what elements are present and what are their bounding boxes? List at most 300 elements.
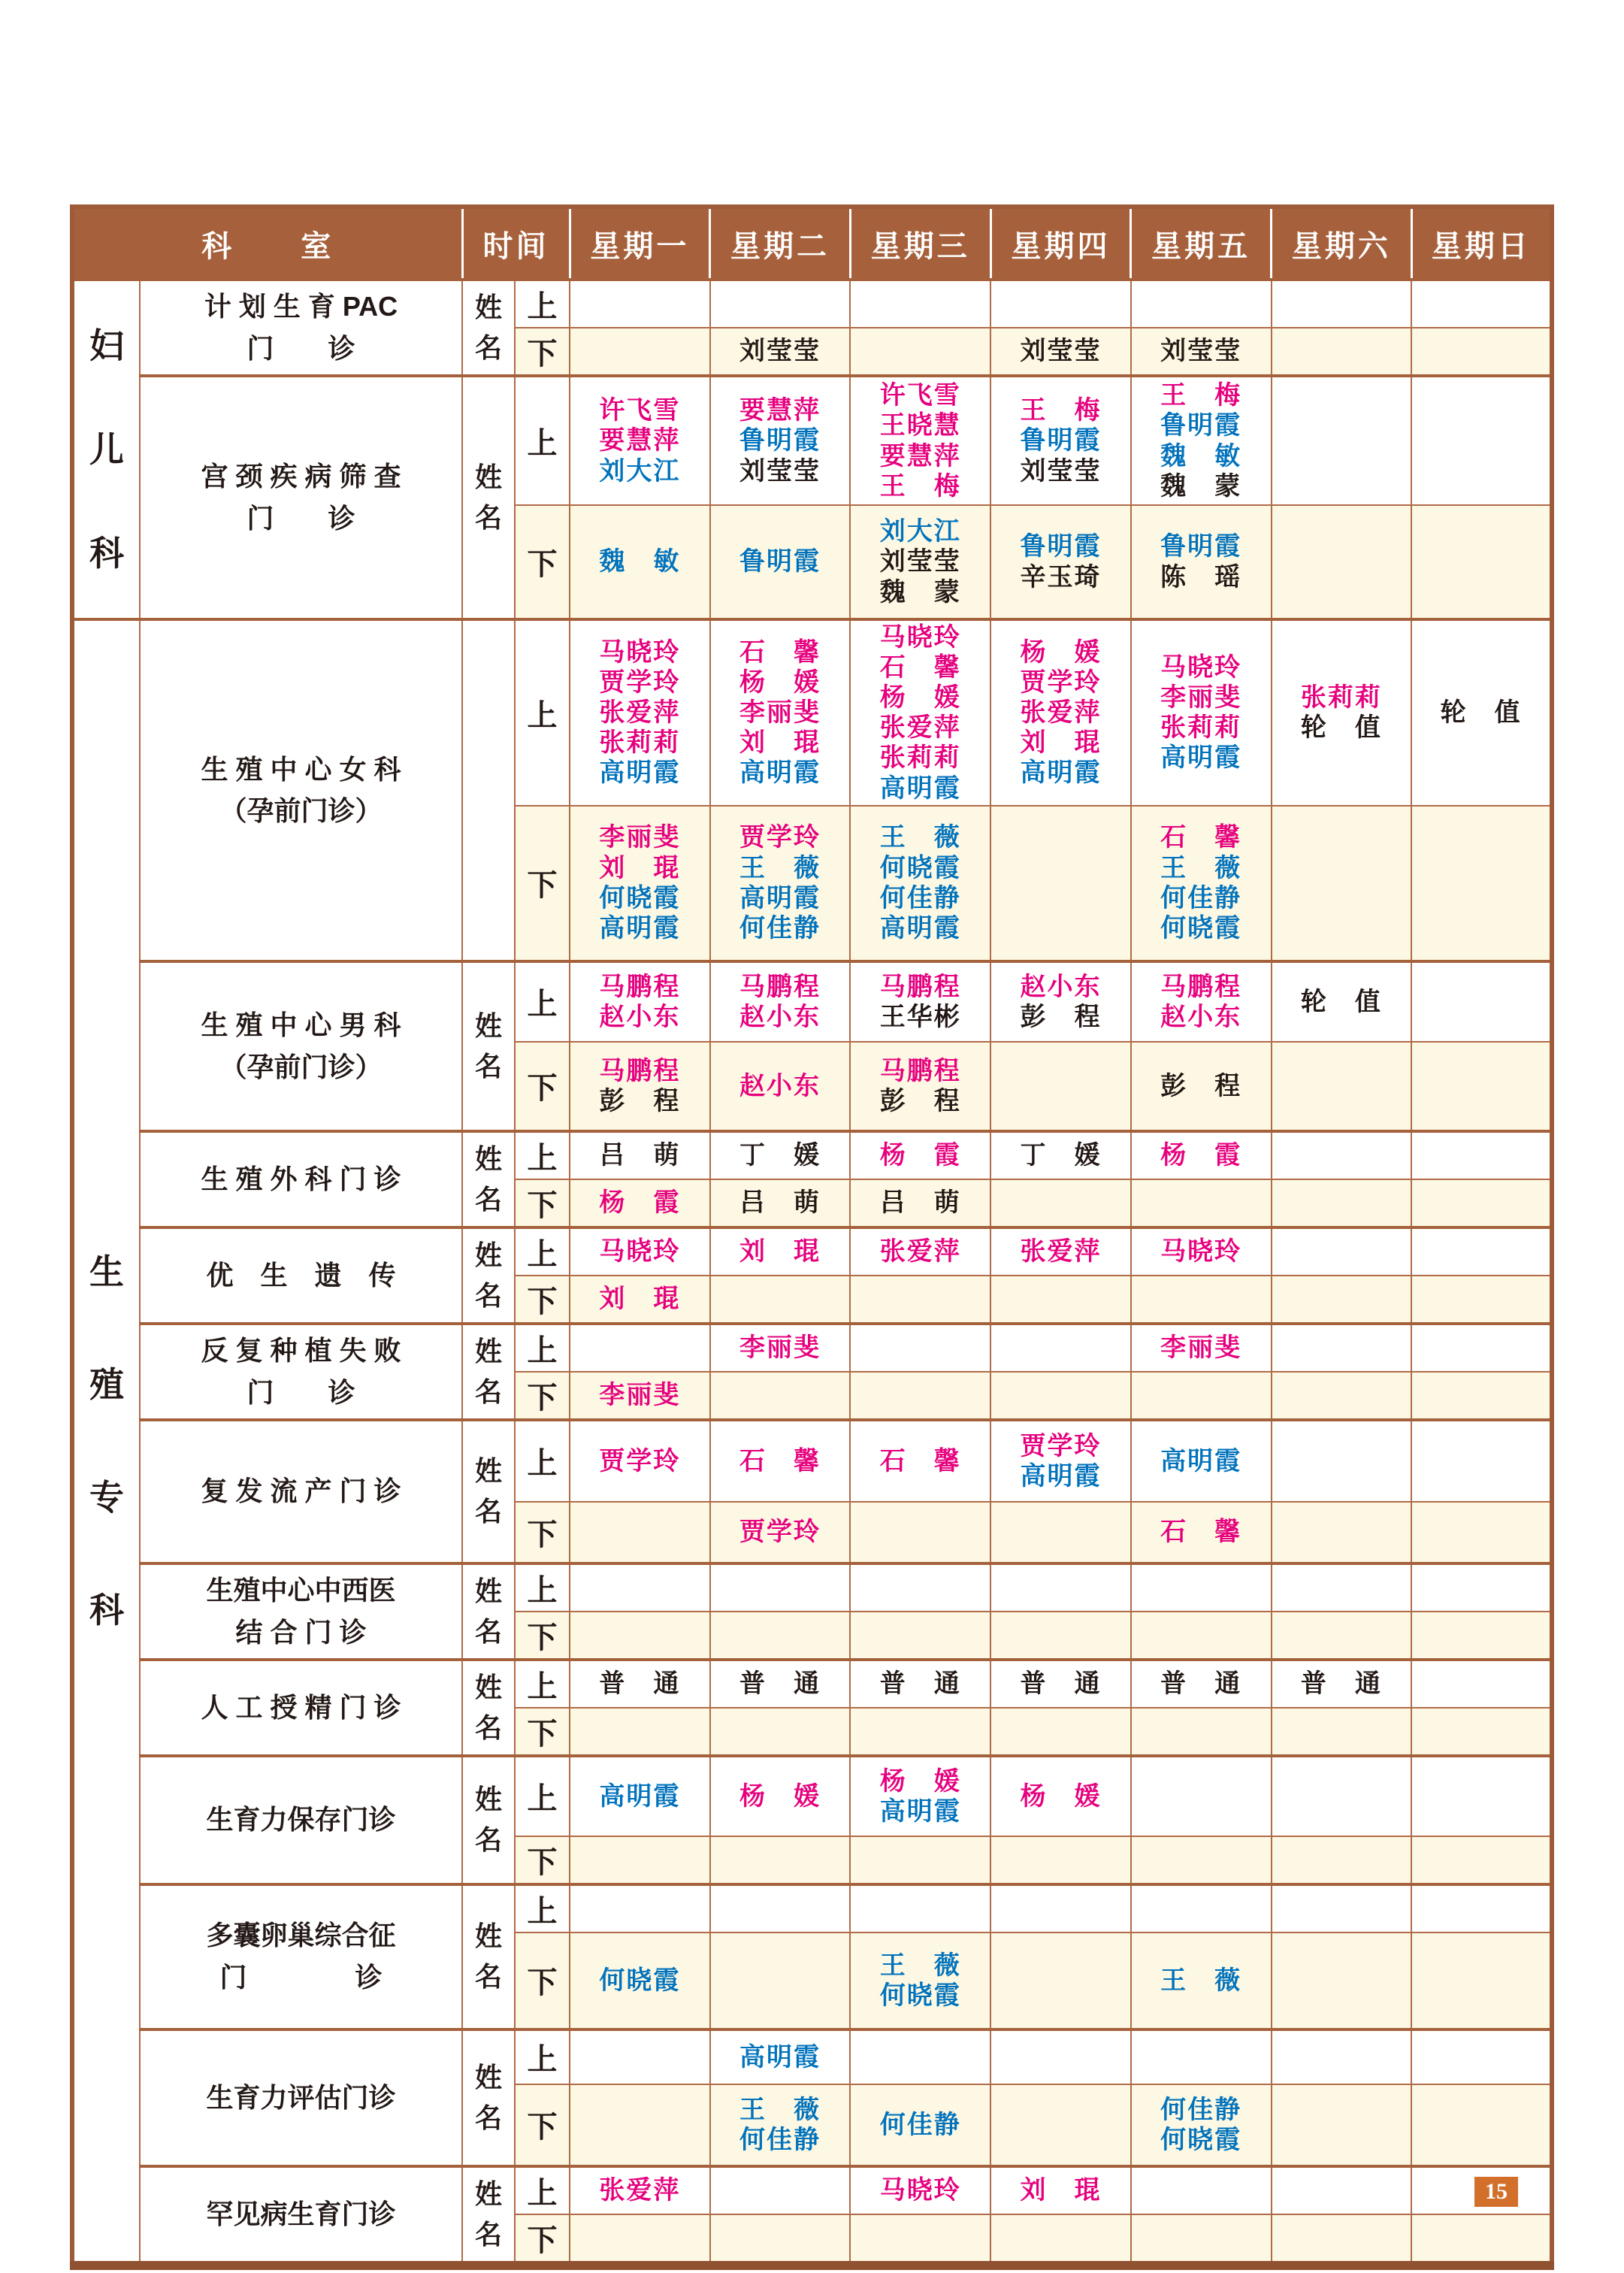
row-3-shang xyxy=(72,619,1552,806)
cell-r5-xia-day3 xyxy=(850,1179,990,1227)
header-dept: 科 室 xyxy=(72,207,462,280)
doctor-name: 魏 敏 xyxy=(599,547,681,577)
doctor-name: 马晓玲 xyxy=(1160,1237,1242,1267)
cell-r12-xia-day4 xyxy=(990,1933,1131,2029)
doctor-name: 何晓霞 xyxy=(879,853,961,882)
cell-r3-xia-day4 xyxy=(990,806,1131,961)
shift-label-xia: 下 xyxy=(515,505,570,619)
cell-r3-xia-day7 xyxy=(1411,806,1552,961)
cell-r6-xia-day3 xyxy=(850,1276,990,1324)
cell-r12-shang-day5 xyxy=(1131,1884,1272,1933)
shift-label-xia: 下 xyxy=(515,1502,570,1563)
cell-r1-shang-day5 xyxy=(1131,280,1272,328)
row-10-shang xyxy=(72,1660,1552,1708)
page-number: 15 xyxy=(1485,2179,1508,2204)
doctor-name: 王 薇 xyxy=(739,853,821,882)
cell-r10-shang-day4 xyxy=(990,1660,1131,1708)
shift-label-xia: 下 xyxy=(515,1179,570,1227)
dept-name-line: 门 诊 xyxy=(246,1376,355,1408)
dept-name-line: 门 诊 xyxy=(246,503,355,534)
doctor-name: 彭 程 xyxy=(1020,1002,1102,1031)
cell-r8-xia-day1 xyxy=(570,1502,710,1563)
cell-r10-xia-day2 xyxy=(710,1708,851,1756)
cell-r9-xia-day1 xyxy=(570,1612,710,1660)
row-2-shang xyxy=(72,376,1552,505)
group-cell-0 xyxy=(72,280,140,619)
cell-r4-shang-day6 xyxy=(1272,961,1412,1042)
doctor-name: 马鹏程 xyxy=(879,972,961,1001)
cell-r13-xia-day4 xyxy=(990,2084,1131,2166)
cell-r6-shang-day2 xyxy=(710,1227,851,1276)
shift-label-xia: 下 xyxy=(515,1042,570,1131)
cell-r4-xia-day1 xyxy=(570,1042,710,1131)
cell-r12-shang-day6 xyxy=(1272,1884,1412,1933)
doctor-name: 要慧萍 xyxy=(599,426,681,456)
cell-r11-shang-day5 xyxy=(1131,1756,1272,1836)
cell-r14-shang-day3 xyxy=(850,2166,990,2214)
name-label-cell xyxy=(462,376,515,619)
doctor-name: 何晓霞 xyxy=(599,1966,681,1995)
cell-r8-shang-day5 xyxy=(1131,1420,1272,1502)
cell-r9-shang-day7 xyxy=(1411,1563,1552,1612)
cell-r11-shang-day6 xyxy=(1272,1756,1412,1836)
dept-name-line: 生 殖 中 心 女 科 xyxy=(201,753,401,785)
cell-r2-xia-day7 xyxy=(1411,505,1552,619)
name-label-char: 名 xyxy=(474,1376,502,1407)
name-label-cell xyxy=(462,2029,515,2166)
cell-r11-xia-day4 xyxy=(990,1836,1131,1884)
name-label-char: 名 xyxy=(474,332,502,363)
cell-r3-shang-day6 xyxy=(1272,619,1412,806)
cell-r7-xia-day4 xyxy=(990,1372,1131,1420)
cell-r8-shang-day3 xyxy=(850,1420,990,1502)
doctor-name: 马晓玲 xyxy=(599,638,681,667)
name-label-char: 名 xyxy=(474,1824,502,1856)
doctor-name: 杨 媛 xyxy=(1020,638,1102,667)
page-number-badge xyxy=(1474,2177,1518,2207)
cell-r14-xia-day5 xyxy=(1131,2214,1272,2265)
cell-r14-shang-day4 xyxy=(990,2166,1131,2214)
shift-label-shang: 上 xyxy=(515,2029,570,2084)
cell-r4-xia-day6 xyxy=(1272,1042,1412,1131)
doctor-name: 高明霞 xyxy=(879,913,961,943)
cell-r13-shang-day7 xyxy=(1411,2029,1552,2084)
shift-label-shang: 上 xyxy=(515,619,570,806)
doctor-name: 何佳静 xyxy=(879,2110,961,2139)
cell-r5-xia-day7 xyxy=(1411,1179,1552,1227)
name-label-char: 姓 xyxy=(474,1784,502,1815)
cell-r4-shang-day3 xyxy=(850,961,990,1042)
doctor-name: 王 薇 xyxy=(1160,853,1242,882)
row-14-shang xyxy=(72,2166,1552,2214)
doctor-name: 马鹏程 xyxy=(739,972,821,1001)
doctor-name: 要慧萍 xyxy=(879,441,961,471)
cell-r5-shang-day4 xyxy=(990,1131,1131,1179)
cell-r3-shang-day4 xyxy=(990,619,1131,806)
cell-r1-xia-day4 xyxy=(990,328,1131,376)
name-label-char: 名 xyxy=(474,2102,502,2133)
cell-r9-xia-day5 xyxy=(1131,1612,1272,1660)
cell-r9-shang-day2 xyxy=(710,1563,851,1612)
doctor-name: 马晓玲 xyxy=(879,623,961,652)
name-label-char: 名 xyxy=(474,1961,502,1993)
name-label-cell xyxy=(462,1884,515,2029)
name-label-char: 名 xyxy=(474,1050,502,1082)
cell-r13-xia-day6 xyxy=(1272,2084,1412,2166)
doctor-name: 杨 媛 xyxy=(879,683,961,713)
cell-r8-shang-day7 xyxy=(1411,1420,1552,1502)
shift-label-shang: 上 xyxy=(515,1131,570,1179)
cell-r3-xia-day1 xyxy=(570,806,710,961)
cell-r5-shang-day5 xyxy=(1131,1131,1272,1179)
doctor-name: 鲁明霞 xyxy=(1020,532,1102,561)
cell-r6-xia-day2 xyxy=(710,1276,851,1324)
cell-r6-shang-day7 xyxy=(1411,1227,1552,1276)
cell-r14-xia-day3 xyxy=(850,2214,990,2265)
name-label-char: 名 xyxy=(474,1615,502,1647)
doctor-name: 魏 敏 xyxy=(1160,441,1242,471)
header-row xyxy=(72,207,1552,280)
doctor-name: 彭 程 xyxy=(599,1086,681,1115)
doctor-name: 张莉莉 xyxy=(599,728,681,758)
shift-label-shang: 上 xyxy=(515,1227,570,1276)
doctor-name: 丁 媛 xyxy=(739,1141,821,1170)
doctor-name: 杨 媛 xyxy=(739,1781,821,1811)
doctor-name: 杨 媛 xyxy=(739,668,821,698)
cell-r4-xia-day2 xyxy=(710,1042,851,1131)
doctor-name: 高明霞 xyxy=(879,773,961,803)
dept-name-line: 结 合 门 诊 xyxy=(235,1616,367,1648)
cell-r1-shang-day3 xyxy=(850,280,990,328)
dept-name-line: 生 殖 外 科 门 诊 xyxy=(201,1163,401,1194)
cell-r13-shang-day1 xyxy=(570,2029,710,2084)
cell-r10-xia-day3 xyxy=(850,1708,990,1756)
doctor-name: 鲁明霞 xyxy=(739,426,821,456)
row-13-shang xyxy=(72,2029,1552,2084)
doctor-name: 刘莹莹 xyxy=(1160,337,1242,366)
doctor-name: 马晓玲 xyxy=(599,1237,681,1267)
cell-r1-xia-day1 xyxy=(570,328,710,376)
doctor-name: 何佳静 xyxy=(739,913,821,943)
schedule-table xyxy=(70,204,1554,2270)
shift-label-shang: 上 xyxy=(515,2166,570,2214)
cell-r8-shang-day1 xyxy=(570,1420,710,1502)
doctor-name: 赵小东 xyxy=(739,1002,821,1031)
doctor-name: 李丽斐 xyxy=(599,1381,681,1410)
cell-r11-xia-day3 xyxy=(850,1836,990,1884)
cell-r4-xia-day4 xyxy=(990,1042,1131,1131)
doctor-name: 吕 萌 xyxy=(739,1188,821,1218)
dept-name-cell xyxy=(140,1131,462,1227)
cell-r9-shang-day3 xyxy=(850,1563,990,1612)
cell-r6-xia-day1 xyxy=(570,1276,710,1324)
shift-label-shang: 上 xyxy=(515,280,570,328)
dept-name-line: 人 工 授 精 门 诊 xyxy=(201,1691,401,1723)
doctor-name: 杨 霞 xyxy=(599,1188,681,1218)
name-label-char: 名 xyxy=(474,502,502,533)
cell-r13-shang-day2 xyxy=(710,2029,851,2084)
dept-name-line: 罕见病生育门诊 xyxy=(206,2198,396,2229)
doctor-name: 李丽斐 xyxy=(739,1333,821,1363)
cell-r13-shang-day5 xyxy=(1131,2029,1272,2084)
cell-r11-xia-day2 xyxy=(710,1836,851,1884)
cell-r12-shang-day2 xyxy=(710,1884,851,1933)
cell-r4-shang-day2 xyxy=(710,961,851,1042)
cell-r11-shang-day2 xyxy=(710,1756,851,1836)
cell-r7-xia-day2 xyxy=(710,1372,851,1420)
doctor-name: 刘 琨 xyxy=(599,1285,681,1314)
cell-r10-shang-day1 xyxy=(570,1660,710,1708)
name-label-cell xyxy=(462,619,515,961)
doctor-name: 王晓慧 xyxy=(879,411,961,440)
name-label-char: 姓 xyxy=(474,1335,502,1367)
cell-r14-shang-day6 xyxy=(1272,2166,1412,2214)
shift-label-xia: 下 xyxy=(515,1612,570,1660)
cell-r9-xia-day7 xyxy=(1411,1612,1552,1660)
cell-r13-xia-day1 xyxy=(570,2084,710,2166)
cell-r4-shang-day5 xyxy=(1131,961,1272,1042)
cell-r7-shang-day5 xyxy=(1131,1324,1272,1372)
cell-r9-shang-day5 xyxy=(1131,1563,1272,1612)
cell-r1-xia-day6 xyxy=(1272,328,1412,376)
doctor-name: 普 通 xyxy=(1160,1669,1242,1699)
dept-name-line: （孕前门诊） xyxy=(219,1051,383,1082)
dept-name-cell xyxy=(140,1227,462,1324)
doctor-name: 何佳静 xyxy=(879,883,961,913)
doctor-name: 刘大江 xyxy=(599,456,681,486)
cell-r9-xia-day2 xyxy=(710,1612,851,1660)
doctor-name: 赵小东 xyxy=(599,1002,681,1031)
shift-label-xia: 下 xyxy=(515,1836,570,1884)
doctor-name: 张莉莉 xyxy=(1300,683,1382,713)
doctor-name: 普 通 xyxy=(1300,1669,1382,1699)
cell-r13-shang-day4 xyxy=(990,2029,1131,2084)
cell-r7-shang-day2 xyxy=(710,1324,851,1372)
cell-r2-xia-day4 xyxy=(990,505,1131,619)
dept-name-cell xyxy=(140,1420,462,1563)
doctor-name: 石 馨 xyxy=(739,638,821,667)
cell-r13-xia-day5 xyxy=(1131,2084,1272,2166)
cell-r9-shang-day6 xyxy=(1272,1563,1412,1612)
cell-r4-shang-day7 xyxy=(1411,961,1552,1042)
doctor-name: 高明霞 xyxy=(879,1796,961,1826)
shift-label-xia: 下 xyxy=(515,806,570,961)
cell-r14-shang-day5 xyxy=(1131,2166,1272,2214)
name-label-char: 名 xyxy=(474,1712,502,1743)
dept-name-line: 宫 颈 疾 病 筛 查 xyxy=(201,461,401,492)
cell-r7-xia-day1 xyxy=(570,1372,710,1420)
cell-r1-xia-day7 xyxy=(1411,328,1552,376)
doctor-name: 李丽斐 xyxy=(1160,1333,1242,1363)
doctor-name: 马晓玲 xyxy=(879,2176,961,2205)
cell-r5-shang-day7 xyxy=(1411,1131,1552,1179)
cell-r3-xia-day6 xyxy=(1272,806,1412,961)
row-5-shang xyxy=(72,1131,1552,1179)
cell-r8-xia-day4 xyxy=(990,1502,1131,1563)
cell-r10-shang-day5 xyxy=(1131,1660,1272,1708)
cell-r14-xia-day1 xyxy=(570,2214,710,2265)
doctor-name: 王 梅 xyxy=(879,471,961,501)
doctor-name: 刘莹莹 xyxy=(879,547,961,577)
name-label-cell xyxy=(462,1563,515,1660)
row-8-shang xyxy=(72,1420,1552,1502)
doctor-name: 张爱萍 xyxy=(599,2176,681,2205)
doctor-name: 辛玉琦 xyxy=(1020,562,1102,592)
name-label-cell xyxy=(462,1420,515,1563)
cell-r5-xia-day1 xyxy=(570,1179,710,1227)
cell-r8-xia-day2 xyxy=(710,1502,851,1563)
doctor-name: 马鹏程 xyxy=(599,1056,681,1085)
table-body xyxy=(72,280,1552,2265)
doctor-name: 何晓霞 xyxy=(1160,2125,1242,2154)
cell-r8-xia-day3 xyxy=(850,1502,990,1563)
group-label-char: 殖 xyxy=(89,1364,124,1404)
doctor-name: 刘莹莹 xyxy=(1020,456,1102,486)
cell-r1-shang-day7 xyxy=(1411,280,1552,328)
cell-r10-shang-day2 xyxy=(710,1660,851,1708)
name-label-char: 姓 xyxy=(474,2178,502,2209)
doctor-name: 轮 值 xyxy=(1440,698,1522,728)
group-cell-1 xyxy=(72,619,140,2265)
doctor-name: 刘 琨 xyxy=(739,728,821,758)
doctor-name: 刘 琨 xyxy=(599,853,681,882)
cell-r4-xia-day7 xyxy=(1411,1042,1552,1131)
name-label-char: 名 xyxy=(474,1183,502,1215)
cell-r14-xia-day2 xyxy=(710,2214,851,2265)
shift-label-shang: 上 xyxy=(515,961,570,1042)
shift-label-shang: 上 xyxy=(515,376,570,505)
doctor-name: 李丽斐 xyxy=(739,698,821,728)
cell-r7-shang-day6 xyxy=(1272,1324,1412,1372)
cell-r1-xia-day3 xyxy=(850,328,990,376)
cell-r8-shang-day2 xyxy=(710,1420,851,1502)
doctor-name: 高明霞 xyxy=(599,758,681,788)
doctor-name: 何佳静 xyxy=(1160,883,1242,913)
name-label-char: 名 xyxy=(474,2218,502,2250)
doctor-name: 要慧萍 xyxy=(739,396,821,425)
doctor-name: 石 馨 xyxy=(1160,823,1242,852)
cell-r8-shang-day6 xyxy=(1272,1420,1412,1502)
cell-r4-shang-day4 xyxy=(990,961,1131,1042)
doctor-name: 刘 琨 xyxy=(739,1237,821,1267)
cell-r5-xia-day6 xyxy=(1272,1179,1412,1227)
row-6-shang xyxy=(72,1227,1552,1276)
cell-r2-shang-day4 xyxy=(990,376,1131,505)
cell-r14-shang-day2 xyxy=(710,2166,851,2214)
doctor-name: 马鹏程 xyxy=(1160,972,1242,1001)
doctor-name: 杨 媛 xyxy=(1020,1781,1102,1811)
dept-name-cell xyxy=(140,1324,462,1420)
cell-r4-shang-day1 xyxy=(570,961,710,1042)
cell-r8-xia-day5 xyxy=(1131,1502,1272,1563)
name-label-char: 姓 xyxy=(474,1239,502,1270)
doctor-name: 杨 媛 xyxy=(879,1766,961,1796)
doctor-name: 王 薇 xyxy=(1160,1966,1242,1995)
dept-name-cell xyxy=(140,1756,462,1884)
shift-label-xia: 下 xyxy=(515,2084,570,2166)
cell-r3-shang-day2 xyxy=(710,619,851,806)
doctor-name: 石 馨 xyxy=(1160,1518,1242,1547)
cell-r2-shang-day2 xyxy=(710,376,851,505)
dept-name-line: 生育力评估门诊 xyxy=(206,2081,396,2113)
doctor-name: 吕 萌 xyxy=(599,1141,681,1170)
dept-name-line: 反 复 种 植 失 败 xyxy=(201,1334,401,1366)
doctor-name: 刘莹莹 xyxy=(1020,337,1102,366)
cell-r2-xia-day3 xyxy=(850,505,990,619)
cell-r3-shang-day1 xyxy=(570,619,710,806)
cell-r3-shang-day3 xyxy=(850,619,990,806)
doctor-name: 杨 霞 xyxy=(879,1141,961,1170)
doctor-name: 张爱萍 xyxy=(599,698,681,728)
name-label-cell xyxy=(462,1324,515,1420)
row-4-shang xyxy=(72,961,1552,1042)
name-label-cell xyxy=(462,961,515,1131)
cell-r1-xia-day2 xyxy=(710,328,851,376)
cell-r7-xia-day5 xyxy=(1131,1372,1272,1420)
cell-r4-xia-day5 xyxy=(1131,1042,1272,1131)
header-day-4: 星期四 xyxy=(990,207,1131,280)
doctor-name: 鲁明霞 xyxy=(1020,426,1102,456)
dept-name-cell xyxy=(140,376,462,619)
name-label-char: 姓 xyxy=(474,292,502,322)
doctor-name: 张爱萍 xyxy=(1020,698,1102,728)
name-label-char: 姓 xyxy=(474,1575,502,1606)
doctor-name: 王 薇 xyxy=(879,1951,961,1980)
shift-label-shang: 上 xyxy=(515,1563,570,1612)
cell-r3-xia-day2 xyxy=(710,806,851,961)
doctor-name: 魏 蒙 xyxy=(1160,471,1242,501)
doctor-name: 张莉莉 xyxy=(1160,713,1242,743)
doctor-name: 赵小东 xyxy=(1020,972,1102,1001)
name-label-char: 姓 xyxy=(474,1920,502,1952)
cell-r9-xia-day3 xyxy=(850,1612,990,1660)
doctor-name: 贾学玲 xyxy=(1020,668,1102,698)
cell-r10-shang-day7 xyxy=(1411,1660,1552,1708)
doctor-name: 许飞雪 xyxy=(879,381,961,410)
doctor-name: 张爱萍 xyxy=(879,1237,961,1267)
doctor-name: 彭 程 xyxy=(1160,1071,1242,1100)
cell-r1-shang-day1 xyxy=(570,280,710,328)
doctor-name: 丁 媛 xyxy=(1020,1141,1102,1170)
cell-r6-shang-day3 xyxy=(850,1227,990,1276)
cell-r1-shang-day6 xyxy=(1272,280,1412,328)
dept-name-line: 优 生 遗 传 xyxy=(206,1259,396,1291)
name-label-char: 姓 xyxy=(474,1143,502,1174)
doctor-name: 鲁明霞 xyxy=(739,547,821,577)
name-label-char: 名 xyxy=(474,1496,502,1527)
header-day-1: 星期一 xyxy=(570,207,710,280)
doctor-name: 王 薇 xyxy=(739,2095,821,2124)
cell-r10-shang-day6 xyxy=(1272,1660,1412,1708)
cell-r11-xia-day1 xyxy=(570,1836,710,1884)
doctor-name: 彭 程 xyxy=(879,1086,961,1115)
cell-r3-xia-day5 xyxy=(1131,806,1272,961)
dept-name-line: 计 划 生 育 PAC xyxy=(204,291,398,322)
cell-r2-shang-day6 xyxy=(1272,376,1412,505)
group-label-char: 妇 xyxy=(89,326,124,365)
shift-label-xia: 下 xyxy=(515,2214,570,2265)
doctor-name: 张爱萍 xyxy=(879,713,961,743)
doctor-name: 王 梅 xyxy=(1020,396,1102,425)
shift-label-shang: 上 xyxy=(515,1660,570,1708)
cell-r7-xia-day3 xyxy=(850,1372,990,1420)
shift-label-xia: 下 xyxy=(515,1372,570,1420)
cell-r13-xia-day2 xyxy=(710,2084,851,2166)
doctor-name: 高明霞 xyxy=(1020,1461,1102,1491)
doctor-name: 轮 值 xyxy=(1300,713,1382,743)
cell-r9-shang-day1 xyxy=(570,1563,710,1612)
dept-name-cell xyxy=(140,1563,462,1660)
